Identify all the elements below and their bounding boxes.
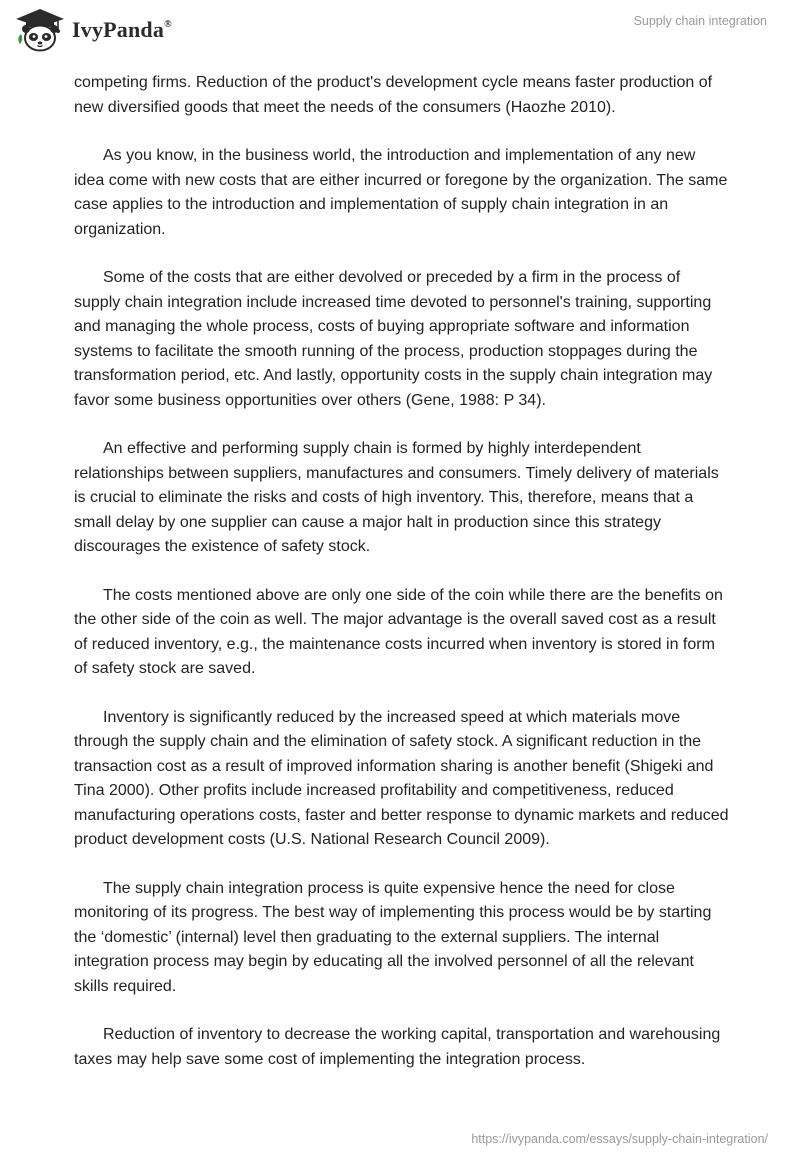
essay-paragraph-1: competing firms. Reduction of the product's development cycle means faster production of new diversified goods that meet the needs of the consumers (Haozhe 2010). <box>74 74 713 116</box>
essay-paragraph-6: Inventory is significantly reduced by the increased speed at which materials move through the supply chain and the elimination of safety stock. A significant reduction in the transaction cost as a result of improved information sharing is another benefit (Shigeki and Tina 2000). Other profits include increased profitability and competitiveness, reduced manufacturing operations costs, faster and better response to dynamic markets and reduced product development costs (U.S. National Research Council 2009). <box>74 708 729 848</box>
registered-mark: ® <box>164 18 172 30</box>
page-header <box>0 0 800 60</box>
essay-paragraph-7: The supply chain integration process is quite expensive hence the need for close monitoring of its progress. The best way of implementing this process would be by starting the ‘domestic’ (internal) level then graduating to the external suppliers. The internal integration process may begin by educating all the involved personnel of all the relevant skills required. <box>74 879 712 995</box>
essay-paragraph-2: As you know, in the business world, the introduction and implementation of any new idea come with new costs that are either incurred or foregone by the organization. The same case applies to the introduction and implementation of supply chain integration in an organization. <box>74 147 728 238</box>
essay-paragraph-3: Some of the costs that are either devolved or preceded by a firm in the process of supply chain integration include increased time devoted to personnel's training, supporting and managing the whole process, costs of buying appropriate software and information systems to facilitate the smooth running of the process, production stoppages during the transformation period, etc. And lastly, opportunity costs in the supply chain integration may favor some business opportunities over others (Gene, 1988: P 34). <box>74 269 713 409</box>
essay-body <box>74 71 730 1096</box>
essay-paragraph-5: The costs mentioned above are only one side of the coin while there are the benefits on the other side of the coin as well. The major advantage is the overall saved cost as a result of reduced inventory, e.g., the maintenance costs incurred when inventory is stored in form of safety stock are saved. <box>74 586 723 677</box>
ivypanda-logo[interactable] <box>14 8 172 52</box>
document-title: Supply chain integration <box>633 14 767 28</box>
essay-paragraph-8: Reduction of inventory to decrease the working capital, transportation and warehousing taxes may help save some cost of implementing the integration process. <box>74 1026 721 1068</box>
source-url[interactable]: https://ivypanda.com/essays/supply-chain-integration/ <box>471 1132 768 1146</box>
brand-name: IvyPanda® <box>72 17 172 42</box>
panda-logo-icon <box>14 8 66 52</box>
essay-paragraph-4: An effective and performing supply chain is formed by highly interdependent relationships between suppliers, manufactures and consumers. Timely delivery of materials is crucial to eliminate the risks and costs of high inventory. This, therefore, means that a small delay by one supplier can cause a major halt in production since this strategy discourages the existence of safety stock. <box>74 440 719 555</box>
